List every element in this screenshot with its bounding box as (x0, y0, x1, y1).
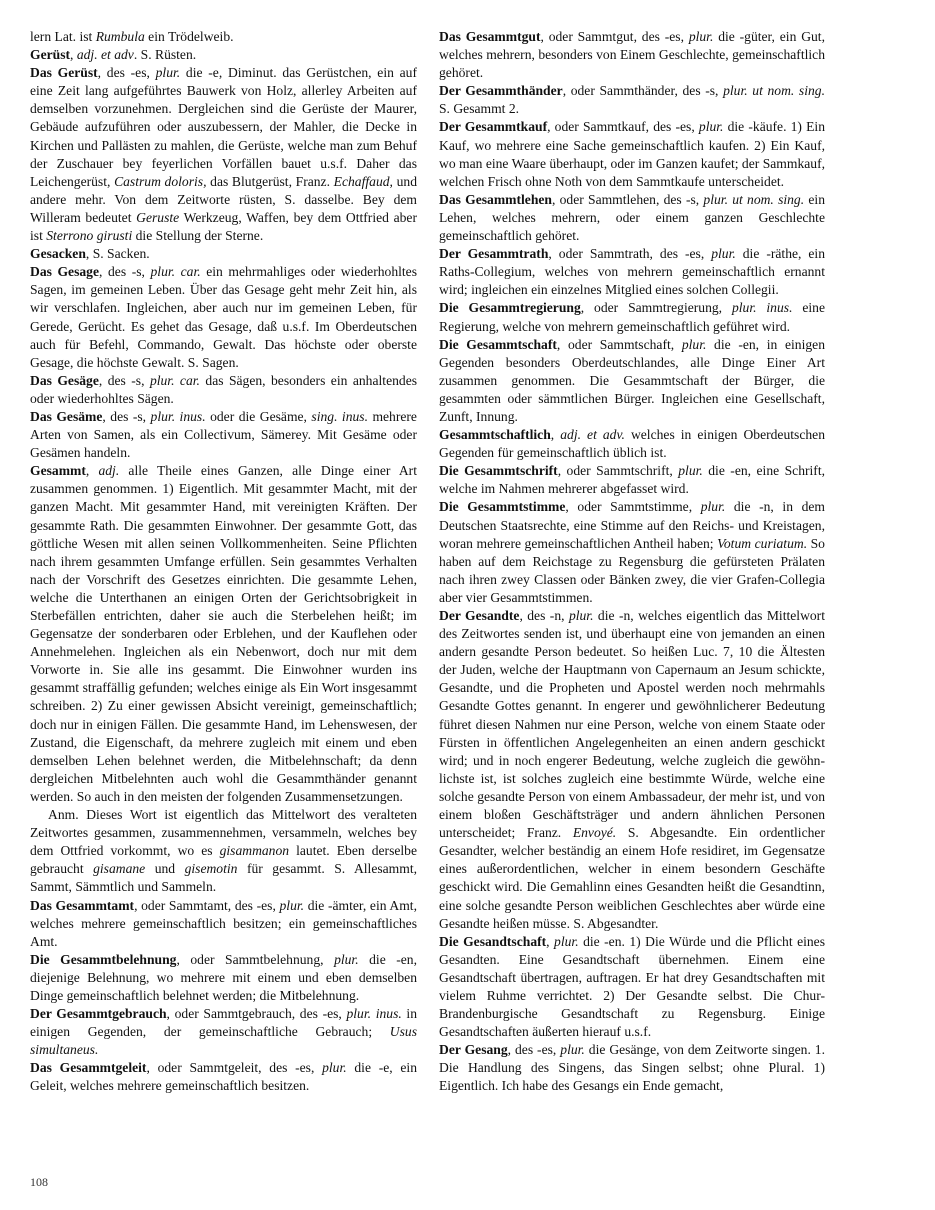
dictionary-entry (30, 1059, 417, 1095)
entry-text: lautet. Eben derselbe gebraucht (30, 843, 417, 877)
entry-text: , (550, 427, 561, 443)
entry-text: , oder Sammtschrift, (557, 463, 679, 479)
entry-italic-text: Castrum doloris, (114, 173, 207, 189)
entry-text: S. Gesammt 2. (439, 101, 520, 117)
entry-headword: Gesacken (30, 246, 86, 262)
entry-italic-text: plur. (334, 951, 359, 967)
entry-headword: Das Gesäge (30, 372, 99, 388)
dictionary-entry (439, 607, 825, 933)
entry-text: die -räthe, ein Raths-Collegium, welches von mehrern gemeinschaftlich ernannt wird; ingleichen ein einzelnes Mitglied eines solchen Collegii. (439, 246, 825, 298)
entry-text: in einigen Gegenden, der gemeinschaftliche Gebrauch; (30, 1006, 417, 1040)
entry-headword: Die Gesammtregierung (439, 300, 581, 316)
entry-italic-text: Usus simultaneus. (30, 1024, 417, 1058)
entry-headword: Das Gesäme (30, 408, 103, 424)
entry-text: die -ämter, ein Amt, welches mehrere gemeinschaftlich besitzen; ein gemeinschaftliches Amt. (30, 897, 417, 949)
entry-italic-text: plur. inus. (731, 300, 793, 316)
entry-headword: Die Gesammtschrift (439, 463, 558, 479)
entry-text: , oder Sammthänder, des -s, (562, 83, 724, 99)
entry-text: , oder Sammtstimme, (565, 499, 701, 515)
entry-text: , oder Sammtgeleit, des -es, (146, 1060, 323, 1076)
entry-text: das Sägen, besonders ein anhaltendes oder wiederhohltes Sägen. (30, 372, 417, 406)
dictionary-entry (439, 336, 825, 426)
entry-italic-text: plur. (698, 119, 724, 135)
entry-italic-text: plur. ut nom. sing. (723, 83, 825, 99)
entry-text: eine Regierung, welche von mehrern gemeinschaftlich geführet wird. (439, 300, 825, 334)
entry-text: die -en, diejenige Belehnung, wo mehrere mit einem und eben demselben Dinge gemeinschaftlich belehnet werden; die Mitbelehnung. (30, 951, 417, 1003)
entry-text: alle Theile eines Ganzen, alle Dinge einer Art zusammen genommen. 1) Eigentlich. Mit gesammter Macht, mit der ganzen Macht. Mit gesammter Hand, mit vereinigten Kräften. Der gesammte Rath. Die gesammten Einwohner. Der gesammte Gott, das göttliche Wesen mit allen seinen Vollkommenheiten. Seine Pflichten nach ihrem gesammten Umfange erfüllen. Sein gesammtes Verhalten nach der Vorschrift des Gesetzes einrichten. Die gesammte Lehen, welche die Unterthanen an einigen Orten der Gerichtsobrigkeit in Sterbefällen entrichten, daher sie auch die Sterbelehen heißt; im Gegensatze der sonderbaren oder Erblehen, und der Kauflehen oder Annehmelehen. Ingleichen als ein Nebenwort, doch nur mit dem Vorworte in. Sie alle ins gesammt. Die Einwohner wurden ins gesammt straffällig gefunden; welches einige als Ein Wort insgesammt schreiben. 2) Zu einer gewissen Absicht vereinigt, gemeinschaftlich; doch nur in einigen Fällen. Die gesammte Hand, im Lehenswesen, der Zustand, die Eigenschaft, da mehrere zugleich mit einem und eben demselben Lehen belehnet werden, die Mitbelehnschaft; da denn dergleichen Mitbelehnten auch wohl die Gesammthänder genannt werden. So auch in den meisten der folgenden Zusammensetzungen. (30, 463, 417, 804)
dictionary-entry (30, 263, 417, 372)
entry-headword: Der Gesammtkauf (439, 119, 548, 135)
entry-text: , des -s, (102, 408, 151, 424)
entry-text: die -e, Diminut. das Gerüstchen, ein auf eine Zeit lang aufgeführtes Bauwerk von Holz, allerley Arbeiten auf demselben vorzunehmen. Dergleichen sind die Gerüste der Maurer, Gebäude aufzuführen oder auszubessern, der Mahler, die Decke in Kirchen und Pallästen zu mahlen, die Gerüste, welche man zum Behuf der Zuschauer bey feyerlichen Vorfällen bauet u.s.f. Daher das Leichengerüst, (30, 65, 417, 189)
entry-text: , S. Sacken. (85, 246, 150, 262)
entry-text: , oder Sammtgut, des -es, (540, 29, 689, 44)
entry-text: die Stellung der Sterne. (132, 228, 264, 244)
dictionary-entry (439, 82, 825, 118)
entry-italic-text: plur. (554, 933, 579, 949)
entry-italic-text: plur. (279, 897, 305, 913)
entry-text: , des -s, (98, 372, 150, 388)
entry-text: für gesammt. S. Allesammt, Sammt, Sämmtlich und Sammeln. (30, 861, 417, 895)
entry-text: , des -es, (507, 1042, 561, 1058)
entry-text: die -en, in einigen Gegenden besonders Oberdeutschlandes, alle Dinge Einer Art zusammen genommen. Die Gesammtschaft der Bürger, die gesammten oder sämmtlichen Bürger. Ingleichen eine Gesellschaft, Zunft, Innung. (439, 336, 825, 424)
dictionary-entry (30, 951, 417, 1005)
dictionary-entry (30, 408, 417, 462)
dictionary-entry (439, 245, 825, 299)
dictionary-entry (439, 191, 825, 245)
entry-italic-text: adj. (98, 463, 120, 479)
entry-italic-text: plur. (700, 499, 726, 515)
entry-headword: Gesammtschaftlich (439, 427, 551, 443)
entry-text: und andere mehr. Von dem Zeitworte rüsten, S. dasselbe. Bey dem Willeram bedeutet (30, 173, 417, 225)
entry-text: , des -n, (519, 608, 569, 623)
entry-headword: Das Gesage (30, 264, 100, 280)
entry-text: die -en, eine Schrift, welche im Nahmen mehrerer abgefasset wird. (439, 463, 825, 497)
entry-text: die -e, ein Geleit, welches mehrere gemeinschaftlich besitzen. (30, 1060, 417, 1094)
entry-italic-text: plur. (678, 463, 703, 479)
dictionary-entry (439, 1041, 825, 1095)
entry-italic-text: plur. (711, 246, 736, 262)
entry-italic-text: Envoyé. (572, 825, 617, 841)
dictionary-entry (30, 1005, 417, 1059)
entry-text: So haben auf dem Reichstage zu Regensburg die gefürsteten Prälaten nach ihren zwey Classen oder Bänken zwey, die vier Grafen-Collegia aber vier Gesammtstimmen. (439, 535, 825, 605)
entry-text: , oder Sammtamt, des -es, (134, 897, 280, 913)
entry-text: die Gesänge, von dem Zeitworte singen. 1. Die Handlung des Singens, das Singen selbst; ohne Plural. 1) Eigentlich. Ich habe des Gesangs ein Ende gemacht, (439, 1042, 825, 1094)
entry-text: Anm. Dieses Wort ist eigentlich das Mittelwort des veralteten Zeitwortes gesammen, zusammennehmen, versammeln, welches bey dem Ottfried vorkommt, wo es (30, 807, 417, 859)
entry-text: die -käufe. 1) Ein Kauf, wo mehrere eine Sache gemeinschaftlich kaufen. 2) Ein Kauf, wo man eine Waare überhaupt, oder im Ganzen kaufet; der Sammkauf, welchen Frisch ohne Noth von dem Sammtkaufe unterscheidet. (439, 119, 825, 189)
entry-text: , oder Sammtgebrauch, des -es, (166, 1006, 347, 1022)
entry-italic-text: gisamane (93, 861, 146, 877)
dictionary-entry (30, 46, 417, 64)
entry-italic-text: gisammanon (219, 843, 290, 859)
entry-text: die -güter, ein Gut, welches mehrern, besonders von Einem Geschlechte, gemeinschaftlich gehöret. (439, 29, 825, 81)
entry-headword: Der Gesandte (439, 608, 520, 623)
entry-text: , oder Sammtrath, des -es, (548, 246, 712, 262)
entry-italic-text: gisemotin (184, 861, 238, 877)
entry-headword: Die Gesammtstimme (439, 499, 566, 515)
right-column (439, 28, 825, 1178)
entry-headword: Die Gesandtschaft (439, 933, 547, 949)
entry-italic-text: Sterrono girusti (46, 228, 133, 244)
entry-italic-text: plur. inus. (150, 408, 206, 424)
entry-headword: Das Gesammtgeleit (30, 1060, 147, 1076)
entry-text: die -n, welches eigentlich das Mittelwort des Zeitwortes senden ist, und überhaupt eine von jemanden an einen andern gesandte Person bedeutet. So heißen Luc. 7, 10 die Ältesten der Juden, welche der Hauptmann von Capernaum an Jesum schickte, Gesandte, und die Propheten und Apostel werden noch mehrmahls Gesandte Gottes genannt. In engerer und gewöhnlicherer Bedeutung führet diesen Nahmen nur eine Person, welche von einem Staate oder Fürsten in öffentlichen Angelegenheiten an einen andern geschickt wird; und in noch engerer Bedeutung, welche zugleich die gewöhnlichste ist, ist solches zugleich eine bestimmte Würde, welche eine solche gesandte Person von einem Ambassadeur, der mehr ist, und von einem bloßen Geschäftsträger und andern ähnlichen Personen unterscheidet; Franz. (439, 608, 825, 841)
entry-headword: Das Gesammtgut (439, 29, 541, 44)
entry-text: und (145, 861, 185, 877)
entry-text: , oder Sammtlehen, des -s, (551, 191, 704, 207)
entry-italic-text: plur. (560, 1042, 585, 1058)
entry-text: , (546, 933, 555, 949)
entry-headword: Die Gesammtschaft (439, 336, 557, 352)
dictionary-entry (30, 806, 417, 896)
page-number: 108 (30, 1175, 48, 1189)
entry-text: , oder Sammtregierung, (580, 300, 732, 316)
entry-text: lern Lat. ist (30, 29, 96, 44)
entry-headword: Das Gesammtlehen (439, 191, 552, 207)
entry-text: , oder Sammtschaft, (556, 336, 682, 352)
entry-headword: Der Gesammtgebrauch (30, 1006, 167, 1022)
dictionary-entry (30, 897, 417, 951)
entry-headword: Gesammt (30, 463, 86, 479)
entry-headword: Der Gesang (439, 1042, 508, 1058)
entry-headword: Das Gerüst (30, 65, 98, 81)
entry-italic-text: sing. inus. (311, 408, 368, 424)
dictionary-entry (439, 426, 825, 462)
left-column (30, 28, 417, 1178)
entry-italic-text: plur. (322, 1060, 347, 1076)
dictionary-entry (439, 28, 825, 82)
entry-text: , (85, 463, 99, 479)
entry-italic-text: adj. et adv (76, 47, 134, 63)
entry-text: , des -s, (99, 264, 151, 280)
entry-italic-text: adj. et adv. (560, 427, 625, 443)
entry-italic-text: Echaffaud, (333, 173, 393, 189)
entry-italic-text: Rumbula (95, 29, 145, 44)
entry-italic-text: plur. inus. (346, 1006, 402, 1022)
dictionary-entry (439, 933, 825, 1042)
entry-headword: Gerüst (30, 47, 71, 63)
dictionary-entry (439, 118, 825, 190)
entry-text: welches in einigen Oberdeutschen Gegenden für gemeinschaftlich üblich ist. (439, 427, 825, 461)
entry-headword: Die Gesammtbelehnung (30, 951, 177, 967)
entry-text: S. Abgesandte. Ein ordentlicher Gesandter, welcher beständig an einem Hofe residiret, im Gegensatze eines außerordentlichen, welcher in einem besondern Geschäfte geschickt wird. Die Gemahlinn eines Gesandten heißt die Gesandtinn, eine solche gesandte Person weiblichen Geschlechtes aber würde eine Gesandte heißen müsse. S. Abgesandter. (439, 825, 825, 931)
dictionary-entry (30, 462, 417, 806)
dictionary-entry (30, 28, 417, 46)
entry-italic-text: plur. ut nom. sing. (703, 191, 805, 207)
dictionary-entry (30, 245, 417, 263)
dictionary-entry (439, 462, 825, 498)
entry-text: . S. Rüsten. (133, 47, 197, 63)
dictionary-entry (30, 64, 417, 245)
entry-text: ein Lehen, welches mehrern, oder einem ganzen Geschlechte gemeinschaftlich gehöret. (439, 191, 825, 244)
entry-text: die -n, in dem Deutschen Staatsrechte, eine Stimme auf den Reichs- und Kreistagen, woran mehrere gemeinschaftlichen Antheil haben; (439, 499, 825, 551)
entry-text: , oder Sammtkauf, des -es, (547, 119, 699, 135)
entry-text: die -en. 1) Die Würde und die Pflicht eines Gesandten. Eine Gesandtschaft übernehmen. Einem eine Gesandtschaft übertragen, auftragen. Er hat drey Gesandtschaften mit vielem Ruhme verrichtet. 2) Der Gesandte selbst. Die Chur-Brandenburgische Gesandtschaft zu Regensburg. Einige Gesandtschaften äußerten hierauf u.s.f. (439, 933, 825, 1040)
entry-italic-text: plur. car. (149, 372, 200, 388)
entry-italic-text: Geruste (136, 209, 180, 225)
dictionary-entry (439, 498, 825, 607)
dictionary-entry (439, 299, 825, 335)
dictionary-entry (30, 372, 417, 408)
entry-italic-text: plur. car. (150, 264, 201, 280)
entry-text: , (70, 47, 77, 63)
entry-italic-text: Votum curiatum. (717, 535, 808, 551)
entry-text: mehrere Arten von Samen, als ein Collectivum, Sämerey. Mit Gesäme oder Gesämen handeln. (30, 408, 417, 461)
entry-italic-text: plur. (681, 336, 707, 352)
entry-headword: Der Gesammthänder (439, 83, 563, 99)
entry-text: ein mehrmahliges oder wiederhohltes Sagen, im gemeinen Leben. Über das Gesage geht mehr Zeit hin, als wir verschlafen. Ingleichen, aber auch nur im gemeinen Leben, für Gerede, Gerücht. Es gehet das Gesage, daß u.s.f. Im Oberdeutschen auch für Befehl, Commando, Gewalt. Das höchste oder oberste Gesage, die höchste Gewalt. S. Sagen. (30, 264, 417, 370)
entry-text: das Blutgerüst, Franz. (206, 173, 334, 189)
entry-text: , oder Sammtbelehnung, (176, 951, 335, 967)
entry-italic-text: plur. (155, 65, 181, 81)
entry-headword: Der Gesammtrath (439, 246, 549, 262)
entry-text: , des -es, (97, 65, 156, 81)
entry-text: oder die Gesäme, (205, 408, 312, 424)
entry-italic-text: plur. (568, 608, 594, 623)
entry-text: Werkzeug, Waffen, bey dem Ottfried aber ist (30, 209, 417, 244)
entry-text: ein Trödelweib. (144, 29, 234, 44)
entry-headword: Das Gesammtamt (30, 897, 135, 913)
entry-italic-text: plur. (688, 29, 714, 44)
